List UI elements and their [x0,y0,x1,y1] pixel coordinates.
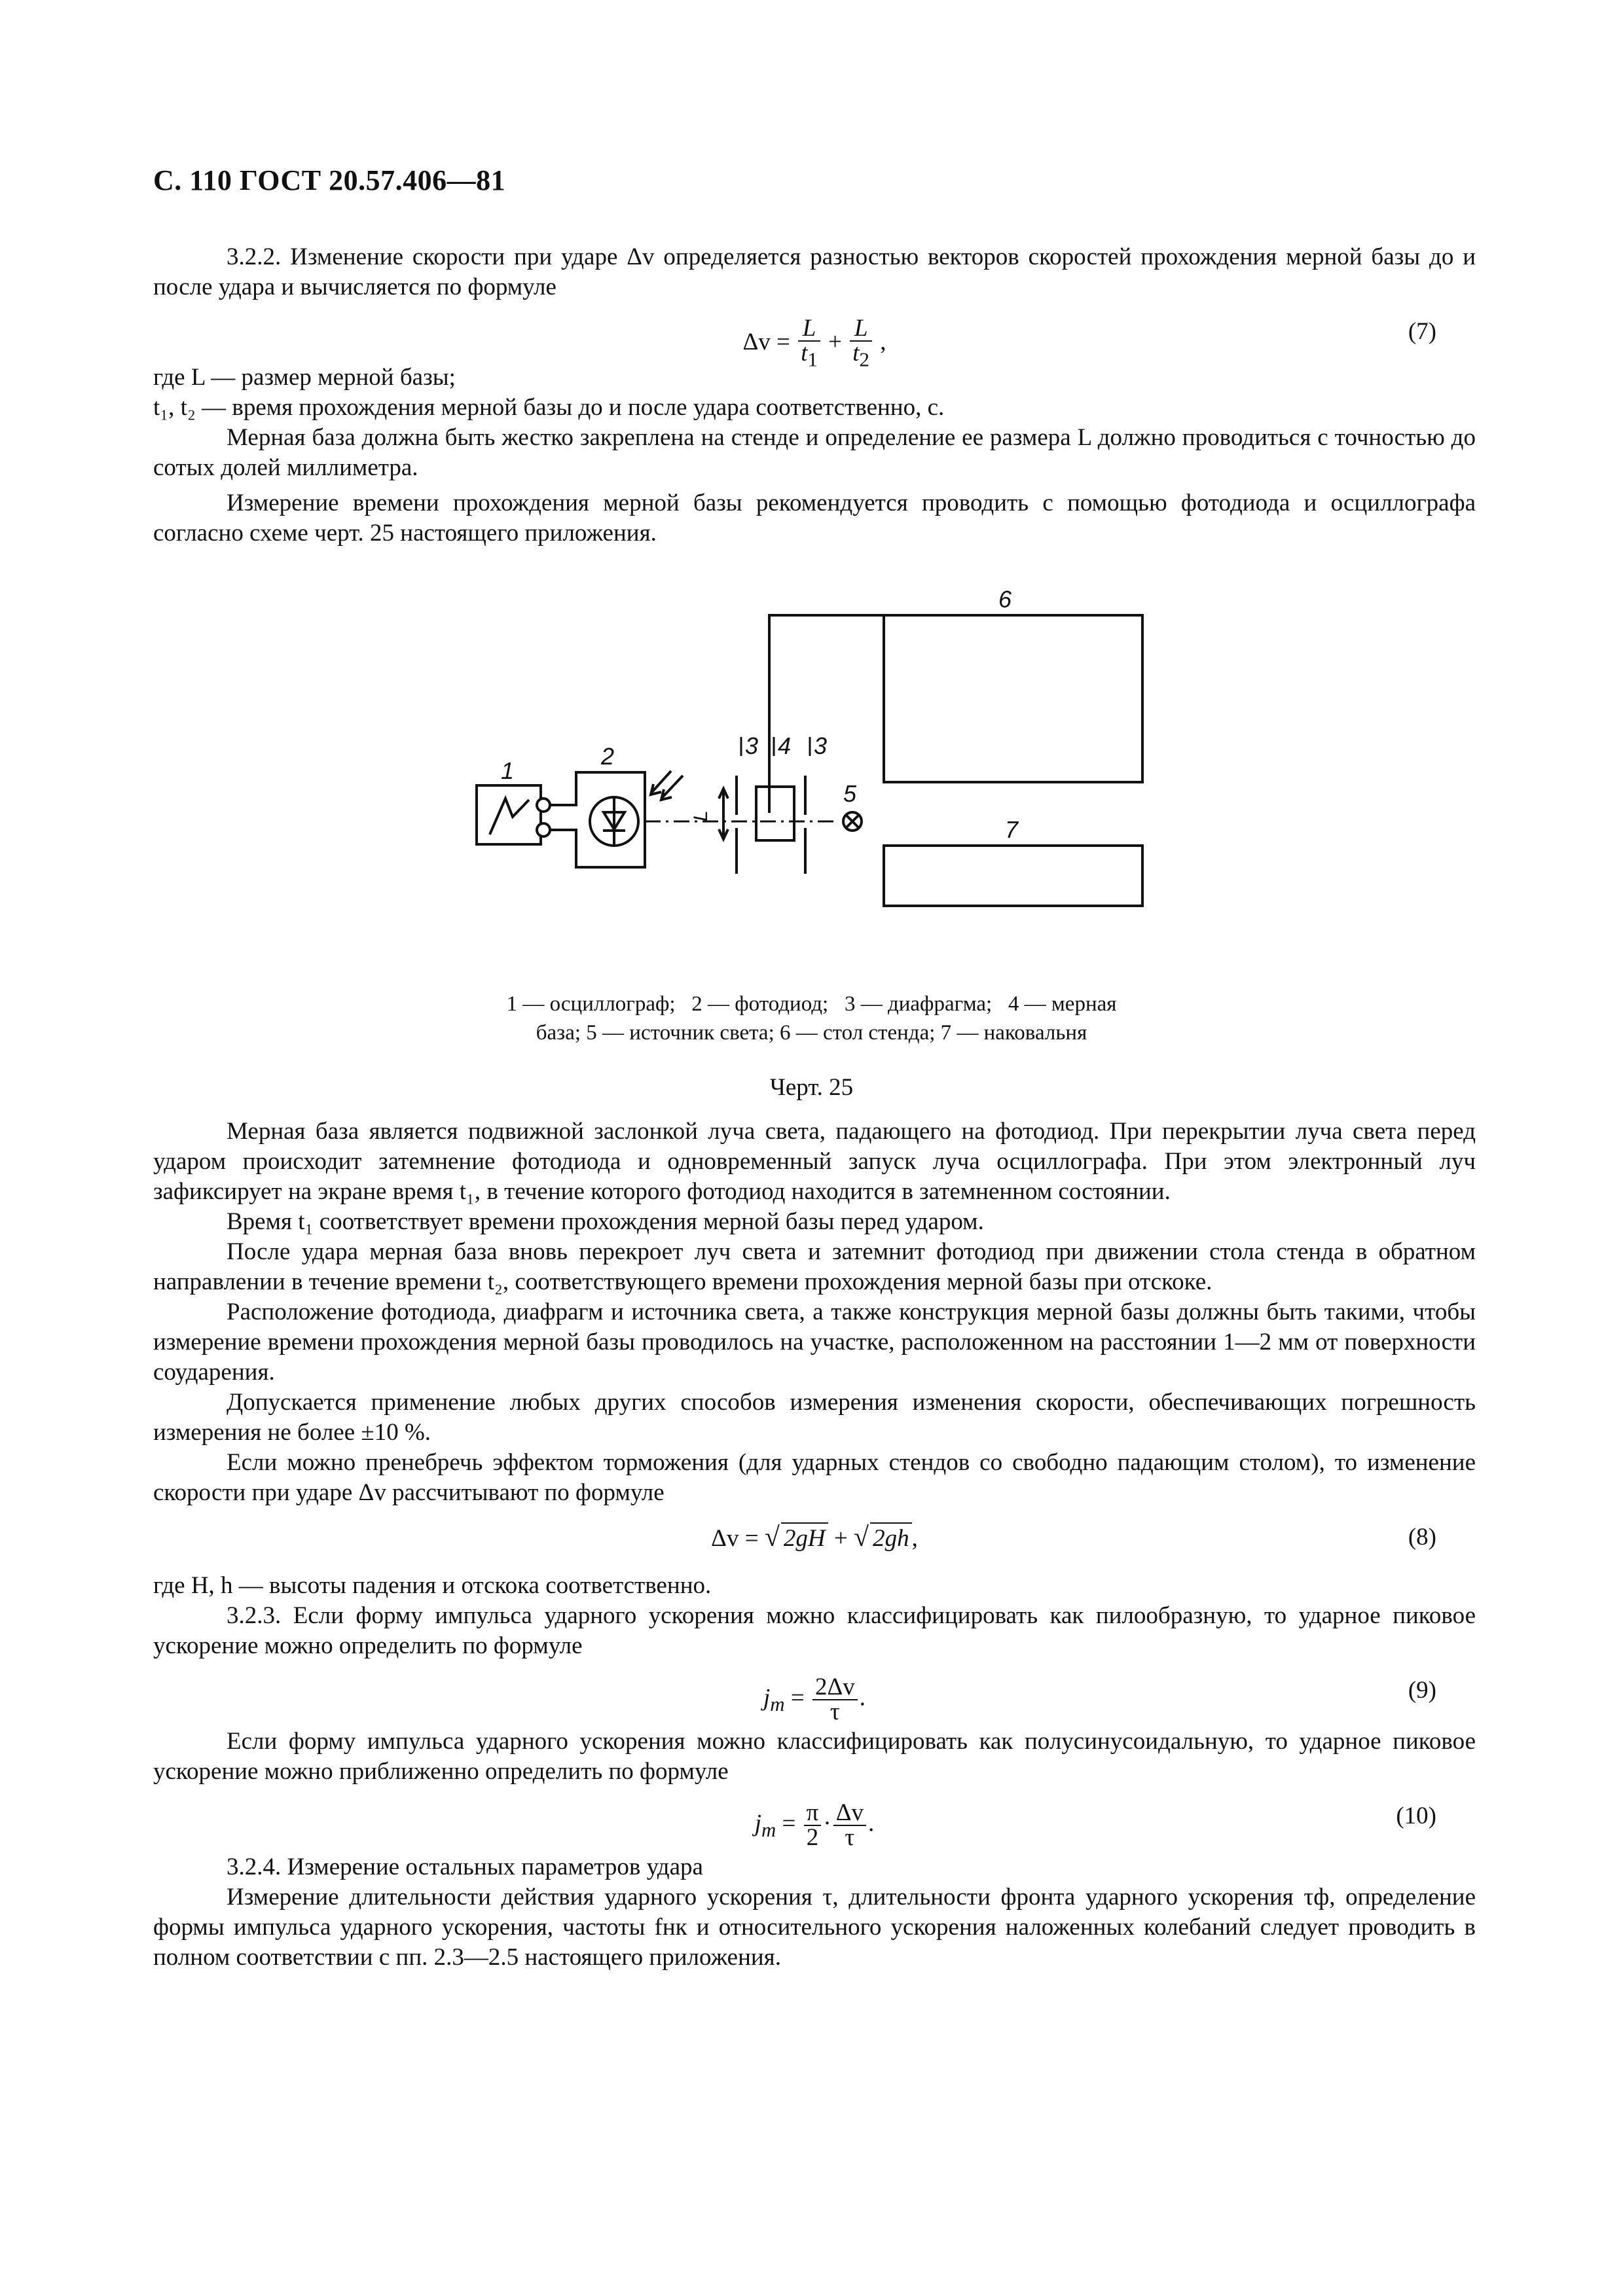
formula-dot: · [823,1810,831,1837]
caption-line: база; 5 — источник света; 6 — стол стенда; 7 — наковальня [536,1021,1087,1045]
light-arrow [652,771,671,792]
radicand-text: 2gH [783,1525,826,1552]
denominator: τ [845,1824,855,1851]
formula-7 [153,302,1476,371]
terminal-icon [537,823,550,836]
formula-10 [153,1787,1476,1852]
label-4: 4 [778,732,792,759]
formula-tail: , [911,1525,918,1552]
formula-number: (9) [1408,1677,1436,1704]
sqrt-icon: √ [854,1522,869,1552]
section-after-figure [153,1117,1476,1973]
paragraph: Допускается применение любых других способов измерения изменения скорости, обеспечивающих погрешность измерения не более ±10 %. [153,1389,1476,1446]
oscilloscope-rect [477,785,541,844]
fraction [850,317,872,371]
formula-op: + [833,1525,848,1552]
sqrt-icon: √ [764,1522,780,1552]
schematic-diagram [458,576,1178,942]
fraction [812,1676,858,1724]
formula-lhs: j [763,1684,771,1712]
measuring-base-rect [756,787,794,840]
definition-line: где L — размер мерной базы; [153,364,456,391]
paragraph: Измерение времени прохождения мерной базы рекомендуется проводить с помощью фотодиода и осциллографа согласно схеме черт. 25 настоящего приложения. [153,490,1476,547]
label-2: 2 [601,743,615,770]
fraction [833,1801,866,1850]
formula-lhs-sub: m [761,1818,776,1841]
paragraph: Измерение длительности действия ударного ускорения τ, длительности фронта ударного ускорения τф, определение формы импульса ударного ускорения, частоты fнк и относительного ускорения наложенных колебаний следует проводить в полном соответствии с пп. 2.3—2.5 настоящего приложения. [153,1884,1476,1971]
formula-eq: = [790,1684,805,1712]
formula-8 [153,1508,1476,1571]
section-3-2-4-title: 3.2.4. Измерение остальных параметров удара [227,1854,703,1880]
numerator: 2Δv [812,1676,858,1700]
stand-table-rect [884,615,1142,782]
paragraph: После удара мерная база вновь перекроет луч света и затемнит фотодиод при движении стола стенда в обратном направлении в течение времени t₂, соответствующего времени прохождения мерной базы при отскоке. [153,1238,1476,1295]
radicand-text: 2gh [873,1525,909,1552]
paragraph: Мерная база является подвижной заслонкой луча света, падающего на фотодиод. При перекрытии луча света перед ударом происходит затемнение фотодиода и одновременный запуск луча осциллографа. При этом электронный луч зафиксирует на экране время t₁, в течение которого фотодиод находится в затемненном состоянии. [153,1118,1476,1205]
formula-number: (8) [1408,1524,1436,1551]
formula-number: (10) [1396,1803,1436,1829]
fraction [804,1801,822,1850]
formula-lhs: Δv = [742,329,790,356]
formula-lhs-sub: m [770,1693,785,1715]
page-header: С. 110 ГОСТ 20.57.406—81 [153,164,506,196]
connection-wire [769,615,884,813]
formula-op: + [828,329,843,356]
formula-9 [153,1661,1476,1727]
figure-title: Черт. 25 [769,1074,854,1101]
definition-line: где H, h — высоты падения и отскока соответственно. [153,1572,712,1599]
definition-line: t₁, t₂ — время прохождения мерной базы до и после удара соответственно, с. [153,394,945,421]
numerator: π [804,1801,822,1826]
paragraph: Если можно пренебречь эффектом торможения (для ударных стендов со свободно падающим столом), то изменение скорости при ударе Δv рассчитывают по формуле [153,1449,1476,1506]
formula-lhs: Δv = [711,1525,759,1552]
label-7: 7 [1005,816,1019,843]
paragraph: 3.2.3. Если форму импульса ударного ускорения можно классифицировать как пилообразную, то ударное пиковое ускорение можно определить по формуле [153,1602,1476,1659]
terminal-icon [537,798,550,812]
section-3-2-2 [153,242,1476,548]
denominator-sub: 2 [859,348,869,371]
formula-tail: , [880,329,886,356]
sawtooth-signal-icon [490,798,529,834]
numerator: Δv [833,1801,866,1826]
label-5: 5 [843,780,857,807]
formula-eq: = [782,1810,796,1837]
formula-lhs: j [754,1810,762,1837]
label-3a: 3 [745,732,759,759]
paragraph: Время t₁ соответствует времени прохождения мерной базы перед ударом. [227,1208,984,1235]
denominator: 2 [806,1824,819,1851]
denominator: τ [830,1698,840,1725]
formula-number: (7) [1408,318,1436,345]
radicand [870,1522,912,1554]
formula-tail: . [867,1810,875,1837]
denominator-sub: 1 [807,348,818,371]
denominator-var: t [801,340,808,367]
paragraph: Расположение фотодиода, диафрагм и источника света, а также конструкция мерной базы должны быть такими, чтобы измерение времени прохождения мерной базы проводилось на участке, расположенном на расстоянии 1—2 мм от поверхности соударения. [153,1299,1476,1386]
denominator [798,342,820,371]
label-3b: 3 [814,732,828,759]
paragraph: Мерная база должна быть жестко закреплена на стенде и определение ее размера L должно проводиться с точностью до сотых долей миллиметра. [153,424,1476,481]
label-1: 1 [501,757,515,784]
figure-caption [0,990,1623,1047]
numerator: L [798,317,820,342]
paragraph: 3.2.2. Изменение скорости при ударе Δv определяется разностью векторов скоростей прохождения мерной базы до и после удара и вычисляется по формуле [153,243,1476,300]
paragraph: Если форму импульса ударного ускорения можно классифицировать как полусинусоидальную, то ударное пиковое ускорение можно приближенно определить по формуле [153,1728,1476,1785]
formula-tail: . [859,1684,866,1712]
anvil-rect [884,846,1142,906]
numerator: L [850,317,872,342]
denominator [850,342,872,371]
label-6: 6 [998,586,1012,613]
caption-line: 1 — осциллограф; 2 — фотодиод; 3 — диафрагма; 4 — мерная [506,992,1117,1016]
label-L: L [690,810,712,821]
radicand [781,1522,828,1554]
photodiode-block [550,772,645,867]
fraction [798,317,820,371]
denominator-var: t [852,340,860,367]
